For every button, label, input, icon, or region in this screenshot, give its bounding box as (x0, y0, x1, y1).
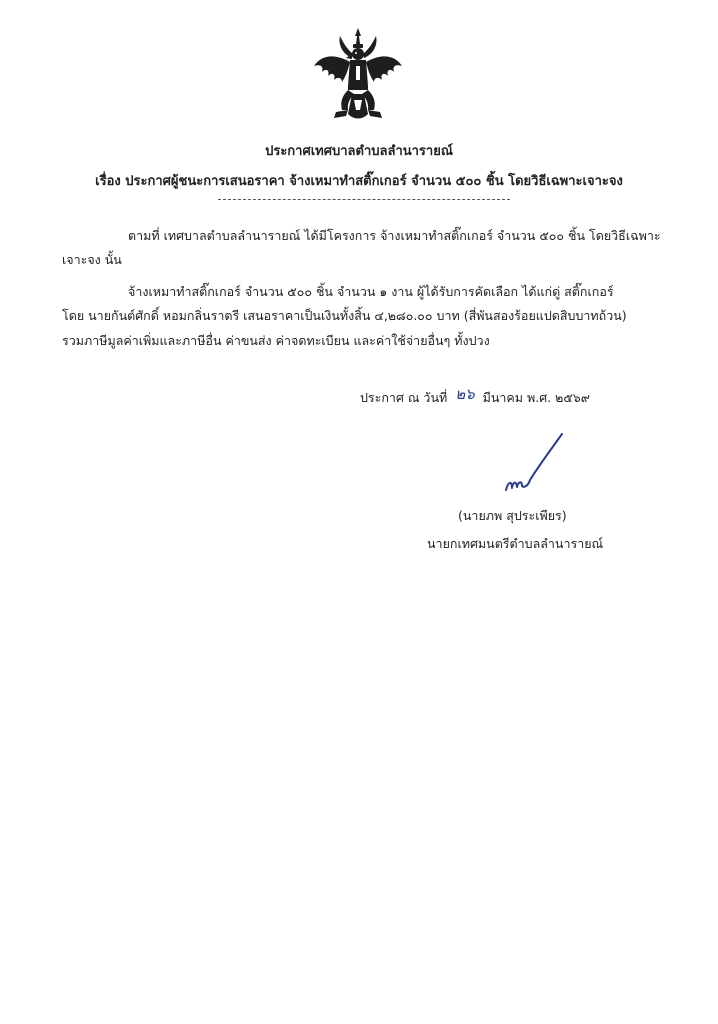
body-paragraph-1-line-1: ตามที่ เทศบาลตำบลลำนารายณ์ ได้มีโครงการ จ้างเหมาทำสติ๊กเกอร์ จำนวน ๕๐๐ ชิ้น โดยวิธีเฉพาะ (128, 228, 661, 243)
announcement-title: ประกาศเทศบาลตำบลลำนารายณ์ (265, 144, 453, 159)
dashed-divider (218, 199, 510, 200)
body-paragraph-2-line-1: จ้างเหมาทำสติ๊กเกอร์ จำนวน ๕๐๐ ชิ้น จำนวน ๑ งาน ผู้ได้รับการคัดเลือก ได้แก่ดู่ สติ๊กเกอร์ (128, 284, 614, 299)
body-paragraph-2-line-2: โดย นายกันต์ศักดิ์ หอมกลิ่นราตรี เสนอราคาเป็นเงินทั้งสิ้น ๔,๒๘๐.๐๐ บาท (สี่พันสองร้อยแปดสิบบาทถ้วน) (62, 308, 627, 323)
signer-name: (นายภพ สุประเพียร) (458, 508, 567, 523)
body-paragraph-2-line-3: รวมภาษีมูลค่าเพิ่มและภาษีอื่น ค่าขนส่ง ค่าจดทะเบียน และค่าใช้จ่ายอื่นๆ ทั้งปวง (62, 333, 490, 348)
announcement-subject: เรื่อง ประกาศผู้ชนะการเสนอราคา จ้างเหมาทำสติ๊กเกอร์ จำนวน ๕๐๐ ชิ้น โดยวิธีเฉพาะเจาะจง (95, 174, 623, 189)
body-paragraph-1-line-2: เจาะจง นั้น (62, 252, 122, 267)
handwritten-signature (500, 430, 570, 500)
date-day-handwritten: ๒๖ (455, 385, 475, 403)
announcement-date (360, 385, 590, 409)
signer-position: นายกเทศมนตรีตำบลลำนารายณ์ (427, 536, 604, 551)
date-month-year: มีนาคม พ.ศ. ๒๕๖๙ (482, 390, 590, 405)
garuda-emblem-icon (312, 24, 404, 124)
date-prefix: ประกาศ ณ วันที่ (360, 390, 448, 405)
